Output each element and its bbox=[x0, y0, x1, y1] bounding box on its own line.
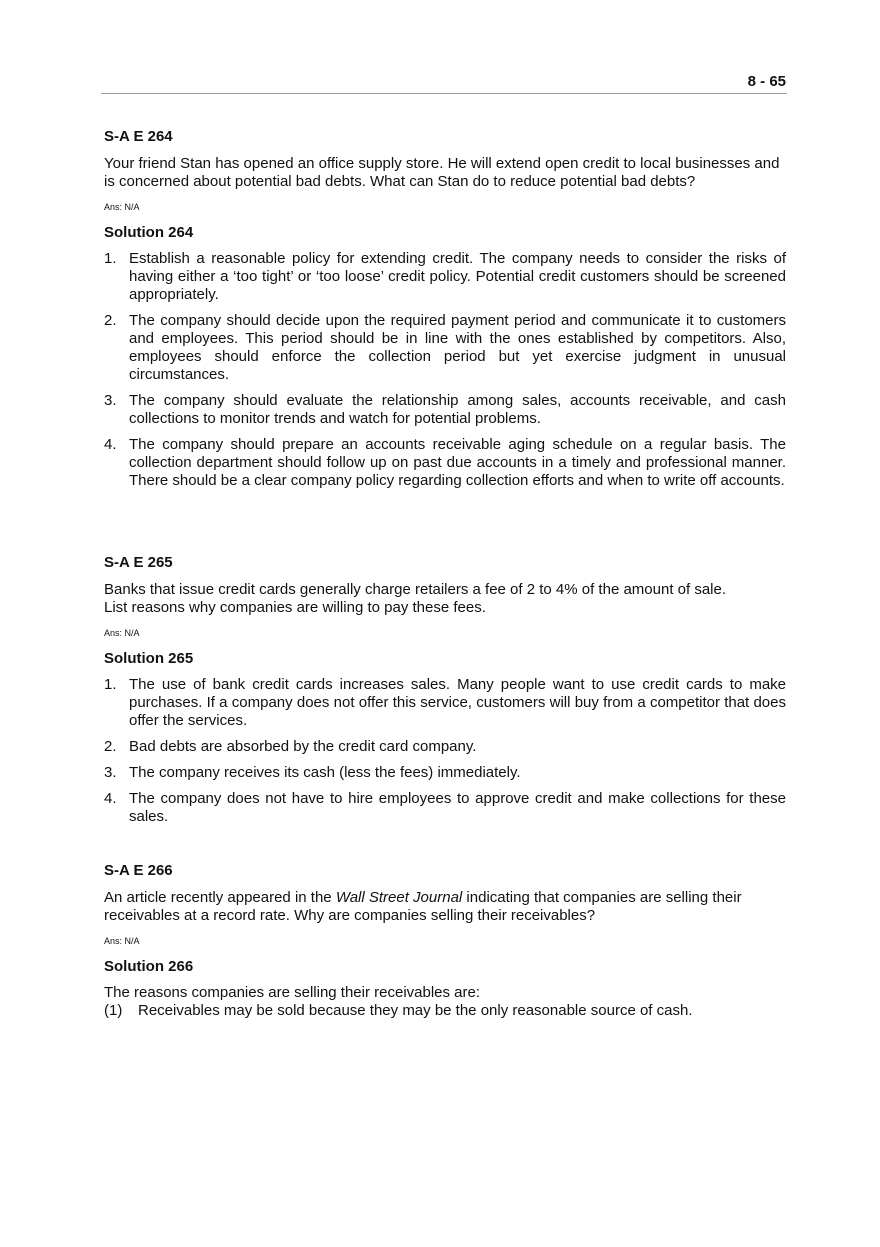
item-number: 1. bbox=[104, 676, 117, 693]
publication-title: Wall Street Journal bbox=[335, 889, 463, 906]
list-item bbox=[104, 392, 786, 428]
solution-list bbox=[104, 250, 786, 490]
answer-note: Ans: N/A bbox=[104, 936, 140, 946]
section-sae-264 bbox=[104, 128, 786, 498]
item-number: 4. bbox=[104, 436, 117, 453]
question-text: Your friend Stan has opened an office supply store. He will extend open credit to local businesses and is concerned about potential bad debts. What can Stan do to reduce potential bad debts? bbox=[104, 155, 780, 190]
answer-note: Ans: N/A bbox=[104, 628, 140, 638]
item-text: Receivables may be sold because they may be the only reasonable source of cash. bbox=[138, 1002, 693, 1019]
solution-intro: The reasons companies are selling their receivables are: bbox=[104, 984, 481, 1001]
list-item bbox=[104, 790, 786, 826]
item-number: 3. bbox=[104, 764, 117, 781]
item-number: 3. bbox=[104, 392, 117, 409]
item-text: Bad debts are absorbed by the credit card company. bbox=[129, 738, 477, 755]
list-item bbox=[104, 1002, 786, 1020]
list-item bbox=[104, 436, 786, 490]
item-number: 4. bbox=[104, 790, 117, 807]
item-text: The company should decide upon the required payment period and communicate it to customers and employees. This period should be in line with the ones established by competitors. Also, employees should enforce the collection period but yet exercise judgment in unusual circumstances. bbox=[129, 312, 786, 383]
header-rule bbox=[101, 93, 787, 94]
item-text: The company should evaluate the relationship among sales, accounts receivable, and cash collections to monitor trends and watch for potential problems. bbox=[129, 392, 786, 427]
item-text: The company does not have to hire employees to approve credit and make collections for these sales. bbox=[129, 790, 786, 825]
question-part: An article recently appeared in the bbox=[104, 889, 336, 906]
item-number: 2. bbox=[104, 738, 117, 755]
item-number: 1. bbox=[104, 250, 117, 267]
solution-list bbox=[104, 676, 786, 826]
item-text: The use of bank credit cards increases sales. Many people want to use credit cards to make purchases. If a company does not offer this service, customers will buy from a competitor that does offer the services. bbox=[129, 676, 786, 729]
solution-title: Solution 264 bbox=[104, 224, 194, 241]
section-title: S-A E 265 bbox=[104, 554, 173, 571]
question-text bbox=[104, 581, 786, 617]
item-text: The company receives its cash (less the fees) immediately. bbox=[129, 764, 521, 781]
list-item bbox=[104, 250, 786, 304]
list-item bbox=[104, 676, 786, 730]
item-text: Establish a reasonable policy for extending credit. The company needs to consider the risks of having either a ‘too tight’ or ‘too loose’ credit policy. Potential credit customers should be screened appropriately. bbox=[129, 250, 786, 303]
list-item bbox=[104, 312, 786, 384]
item-number: 2. bbox=[104, 312, 117, 329]
section-title: S-A E 264 bbox=[104, 128, 173, 145]
item-text: The company should prepare an accounts receivable aging schedule on a regular basis. The collection department should follow up on past due accounts in a timely and professional manner. There should be a clear company policy regarding collection efforts and when to write off accounts. bbox=[129, 436, 786, 489]
solution-title: Solution 265 bbox=[104, 650, 194, 667]
section-sae-265 bbox=[104, 554, 786, 834]
solution-title: Solution 266 bbox=[104, 958, 194, 975]
list-item bbox=[104, 764, 786, 782]
question-line: List reasons why companies are willing to pay these fees. bbox=[104, 599, 486, 616]
list-item bbox=[104, 738, 786, 756]
page-number: 8 - 65 bbox=[747, 73, 786, 90]
section-sae-266 bbox=[104, 862, 786, 1020]
section-title: S-A E 266 bbox=[104, 862, 173, 879]
question-part: indicating that companies are selling their receivables at a record rate. Why are companies selling their receivables? bbox=[104, 889, 742, 924]
item-number: (1) bbox=[104, 1002, 123, 1019]
question-line: Banks that issue credit cards generally charge retailers a fee of 2 to 4% of the amount of sale. bbox=[104, 581, 727, 598]
answer-note: Ans: N/A bbox=[104, 202, 140, 212]
question-text bbox=[104, 889, 786, 925]
